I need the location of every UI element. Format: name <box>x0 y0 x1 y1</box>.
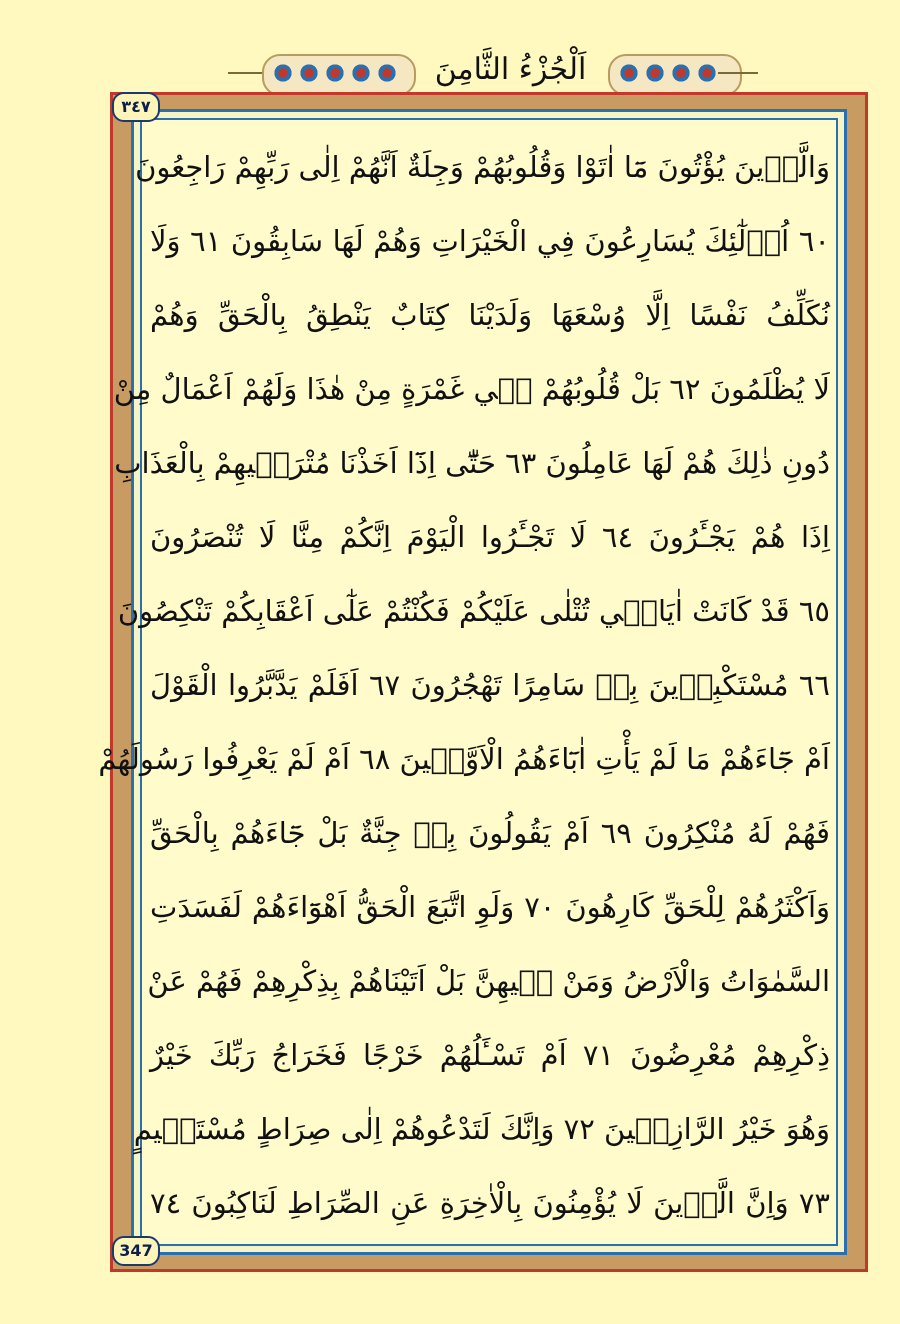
juz-header <box>228 50 758 98</box>
quran-text <box>98 130 831 1240</box>
text-line: لَا يُظْلَمُونَ ٦٢ بَلْ قُلُوبُهُمْ فٖي غَمْرَةٍ مِنْ هٰذَا وَلَهُمْ اَعْمَالٌ مِنْ <box>113 372 830 406</box>
text-line: وَهُوَ خَيْرُ الرَّازِقٖينَ ٧٢ وَاِنَّكَ لَتَدْعُوهُمْ اِلٰى صِرَاطٍ مُسْتَقٖيمٍ <box>133 1112 830 1146</box>
text-line: ٧٣ وَاِنَّ الَّذٖينَ لَا يُؤْمِنُونَ بِالْاٰخِرَةِ عَنِ الصِّرَاطِ لَنَاكِبُونَ ٧٤ <box>150 1186 830 1220</box>
text-line: وَالَّذٖينَ يُؤْتُونَ مَٓا اٰتَوْا وَقُلُوبُهُمْ وَجِلَةٌ اَنَّهُمْ اِلٰى رَبِّهِمْ رَاجِعُونَ <box>135 150 830 184</box>
text-line: ٦٥ قَدْ كَانَتْ اٰيَاتٖي تُتْلٰى عَلَيْكُمْ فَكُنْتُمْ عَلٰٓى اَعْقَابِكُمْ تَنْكِصُونَ <box>117 594 830 628</box>
header-ornament-right <box>608 54 742 96</box>
juz-title: اَلْجُزْءُ الثَّامِنَ <box>434 52 587 87</box>
text-line: اِذَا هُمْ يَجْـَٔرُونَ ٦٤ لَا تَجْـَٔرُوا الْيَوْمَ اِنَّكُمْ مِنَّا لَا تُنْصَرُونَ <box>150 520 830 554</box>
page-number-top: ٣٤٧ <box>112 92 160 122</box>
text-line: دُونِ ذٰلِكَ هُمْ لَهَا عَامِلُونَ ٦٣ حَتّٰٓى اِذَٓا اَخَذْنَا مُتْرَفٖيهِمْ بِالْعَذَابِ <box>114 446 830 480</box>
header-rule-right <box>718 72 758 74</box>
text-line: ٦٦ مُسْتَكْبِرٖينَ بِهٖ سَامِرًا تَهْجُرُونَ ٦٧ اَفَلَمْ يَدَّبَّرُوا الْقَوْلَ <box>150 668 830 702</box>
text-line: نُكَلِّفُ نَفْسًا اِلَّا وُسْعَهَا وَلَدَيْنَا كِتَابٌ يَنْطِقُ بِالْحَقِّ وَهُمْ <box>150 298 830 332</box>
text-line: ذِكْرِهِمْ مُعْرِضُونَ ٧١ اَمْ تَسْـَٔلُهُمْ خَرْجًا فَخَرَاجُ رَبِّكَ خَيْرٌ <box>150 1038 830 1072</box>
text-line: وَاَكْثَرُهُمْ لِلْحَقِّ كَارِهُونَ ٧٠ وَلَوِ اتَّبَعَ الْحَقُّ اَهْوَٓاءَهُمْ لَفَسَدَتِ <box>150 890 830 924</box>
header-ornament-left <box>262 54 416 96</box>
text-line: السَّمٰوَاتُ وَالْاَرْضُ وَمَنْ فٖيهِنَّ بَلْ اَتَيْنَاهُمْ بِذِكْرِهِمْ فَهُمْ عَنْ <box>147 964 830 998</box>
text-line: فَهُمْ لَهُ مُنْكِرُونَ ٦٩ اَمْ يَقُولُونَ بِهٖ جِنَّةٌ بَلْ جَٓاءَهُمْ بِالْحَقِّ <box>150 816 831 850</box>
text-line: اَمْ جَٓاءَهُمْ مَا لَمْ يَأْتِ اٰبَٓاءَهُمُ الْاَوَّلٖينَ ٦٨ اَمْ لَمْ يَعْرِفُوا رَسُولَهُمْ <box>98 742 830 776</box>
text-line: ٦٠ اُو۬لٰٓئِكَ يُسَارِعُونَ فِي الْخَيْرَاتِ وَهُمْ لَهَا سَابِقُونَ ٦١ وَلَا <box>150 224 830 258</box>
page-number-bottom: 347 <box>112 1236 160 1266</box>
